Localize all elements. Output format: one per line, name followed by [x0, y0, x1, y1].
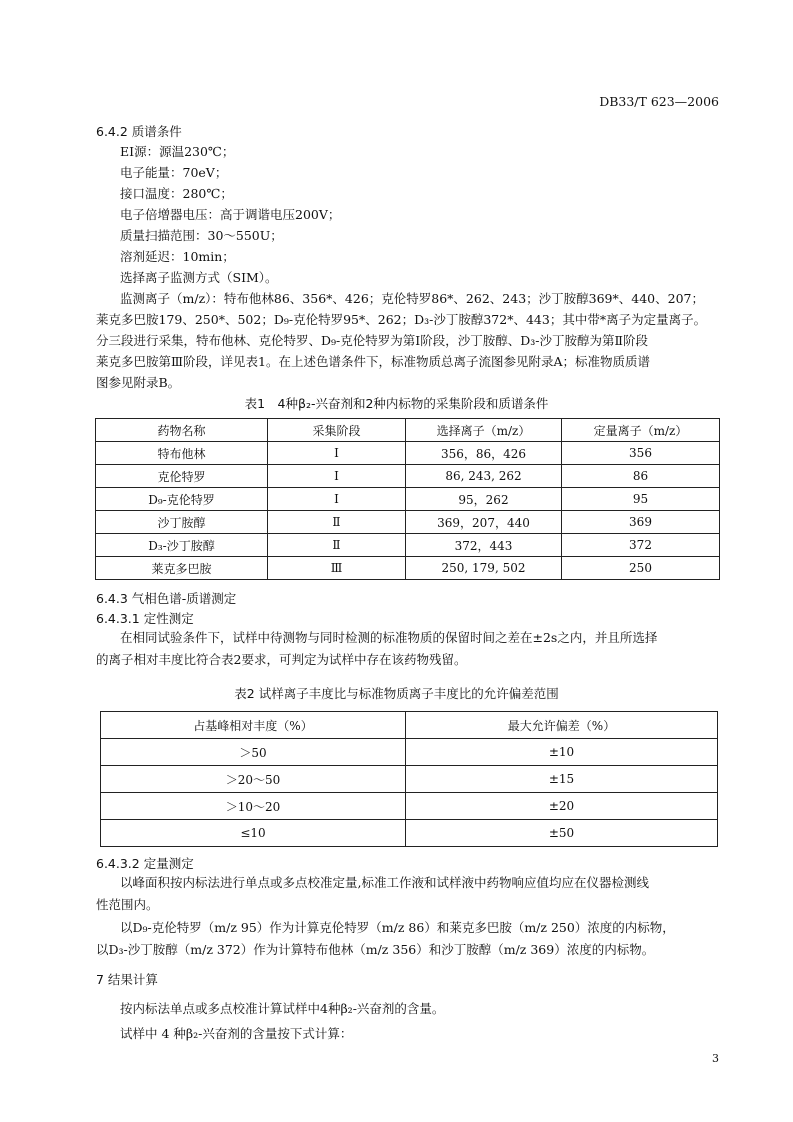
table-row — [96, 488, 720, 511]
condition-line: 溶剂延迟：10min； — [120, 249, 235, 264]
paragraph-line: 分三段进行采集，特布他林、克伦特罗、D₉-克伦特罗为第Ⅰ阶段，沙丁胺醇、D₃-沙丁胺醇为第Ⅱ阶段 — [96, 333, 648, 348]
table-cell: 356 — [562, 442, 720, 465]
column-header: 选择离子（m/z） — [406, 419, 562, 442]
column-header: 最大允许偏差（%） — [406, 712, 718, 739]
table-cell: Ⅰ — [268, 488, 406, 511]
table-cell: 86, 243, 262 — [406, 465, 562, 488]
table-cell: Ⅰ — [268, 442, 406, 465]
table-row — [96, 442, 720, 465]
result-calc-line: 试样中 4 种β₂-兴奋剂的含量按下式计算： — [120, 1026, 353, 1041]
paragraph-line: 的离子相对丰度比符合表2要求，可判定为试样中存在该药物残留。 — [96, 652, 467, 667]
table2 — [100, 711, 718, 847]
column-header: 药物名称 — [96, 419, 268, 442]
table-cell: 沙丁胺醇 — [96, 511, 268, 534]
table-cell: Ⅰ — [268, 465, 406, 488]
result-calc-line: 按内标法单点或多点校准计算试样中4种β₂-兴奋剂的含量。 — [120, 1001, 445, 1016]
table-cell: 95，262 — [406, 488, 562, 511]
table-cell: Ⅱ — [268, 534, 406, 557]
column-header: 定量离子（m/z） — [562, 419, 720, 442]
table-cell: 372，443 — [406, 534, 562, 557]
paragraph-line: 以峰面积按内标法进行单点或多点校准定量,标准工作液和试样液中药物响应值均应在仪器检测线 — [120, 875, 649, 890]
table-cell: ±15 — [406, 766, 718, 793]
table-row — [101, 766, 718, 793]
table-cell: 86 — [562, 465, 720, 488]
table-cell: 250 — [562, 557, 720, 580]
condition-line: 电子能量：70eV； — [120, 165, 228, 180]
document-id: DB33/T 623—2006 — [599, 94, 719, 109]
table-row — [96, 557, 720, 580]
table-cell: 克伦特罗 — [96, 465, 268, 488]
table-cell: 250, 179, 502 — [406, 557, 562, 580]
section-title-6-4-3-2: 6.4.3.2 定量测定 — [96, 856, 194, 871]
section-title-7: 7 结果计算 — [96, 972, 158, 987]
condition-line: 电子倍增器电压：高于调谐电压200V； — [120, 207, 341, 222]
page-number: 3 — [712, 1052, 719, 1065]
column-header: 占基峰相对丰度（%） — [101, 712, 406, 739]
table2-caption: 表2 试样离子丰度比与标准物质离子丰度比的允许偏差范围 — [234, 686, 559, 701]
table-cell: ＞10～20 — [101, 793, 406, 820]
table-cell: ＞50 — [101, 739, 406, 766]
table1 — [95, 418, 720, 580]
table-cell: 372 — [562, 534, 720, 557]
table-cell: D₃-沙丁胺醇 — [96, 534, 268, 557]
condition-line: 选择离子监测方式（SIM）。 — [120, 270, 278, 285]
condition-line: EI源：源温230℃； — [120, 144, 235, 159]
table-row — [96, 465, 720, 488]
paragraph-line: 以D₃-沙丁胺醇（m/z 372）作为计算特布他林（m/z 356）和沙丁胺醇（m/z 369）浓度的内标物。 — [96, 942, 655, 957]
table-cell: D₉-克伦特罗 — [96, 488, 268, 511]
table-cell: ＞20～50 — [101, 766, 406, 793]
section-title-6-4-3: 6.4.3 气相色谱-质谱测定 — [96, 591, 237, 606]
paragraph-line: 以D₉-克伦特罗（m/z 95）作为计算克伦特罗（m/z 86）和莱克多巴胺（m/z 250）浓度的内标物， — [120, 920, 675, 935]
table-cell: Ⅲ — [268, 557, 406, 580]
paragraph-line: 性范围内。 — [96, 897, 159, 912]
paragraph-line: 在相同试验条件下，试样中待测物与同时检测的标准物质的保留时间之差在±2s之内，并且所选择 — [120, 630, 658, 645]
table-cell: ±20 — [406, 793, 718, 820]
table-row — [101, 793, 718, 820]
table-row — [101, 820, 718, 847]
table-row — [96, 511, 720, 534]
paragraph-line: 莱克多巴胺179、250*、502；D₉-克伦特罗95*、262；D₃-沙丁胺醇372*、443；其中带*离子为定量离子。 — [96, 312, 707, 327]
table-cell: 95 — [562, 488, 720, 511]
table-cell: 356，86，426 — [406, 442, 562, 465]
table-cell: Ⅱ — [268, 511, 406, 534]
paragraph-line: 莱克多巴胺第Ⅲ阶段，详见表1。在上述色谱条件下，标准物质总离子流图参见附录A；标准物质质谱 — [96, 354, 651, 369]
paragraph-line: 监测离子（m/z）：特布他林86、356*、426；克伦特罗86*、262、243；沙丁胺醇369*、440、207； — [120, 291, 704, 306]
section-title-6-4-3-1: 6.4.3.1 定性测定 — [96, 611, 194, 626]
table-cell: ±50 — [406, 820, 718, 847]
section-title-6-4-2: 6.4.2 质谱条件 — [96, 124, 182, 139]
table-cell: ≤10 — [101, 820, 406, 847]
table-cell: ±10 — [406, 739, 718, 766]
condition-line: 质量扫描范围：30～550U； — [120, 228, 283, 243]
table1-caption: 表1 4种β₂-兴奋剂和2种内标物的采集阶段和质谱条件 — [244, 396, 549, 411]
table-row — [96, 534, 720, 557]
condition-line: 接口温度：280℃； — [120, 186, 233, 201]
column-header: 采集阶段 — [268, 419, 406, 442]
table-header-row — [101, 712, 718, 739]
table-cell: 特布他林 — [96, 442, 268, 465]
table-row — [101, 739, 718, 766]
table-header-row — [96, 419, 720, 442]
table-cell: 369，207，440 — [406, 511, 562, 534]
table-cell: 莱克多巴胺 — [96, 557, 268, 580]
table-cell: 369 — [562, 511, 720, 534]
paragraph-line: 图参见附录B。 — [96, 375, 181, 390]
